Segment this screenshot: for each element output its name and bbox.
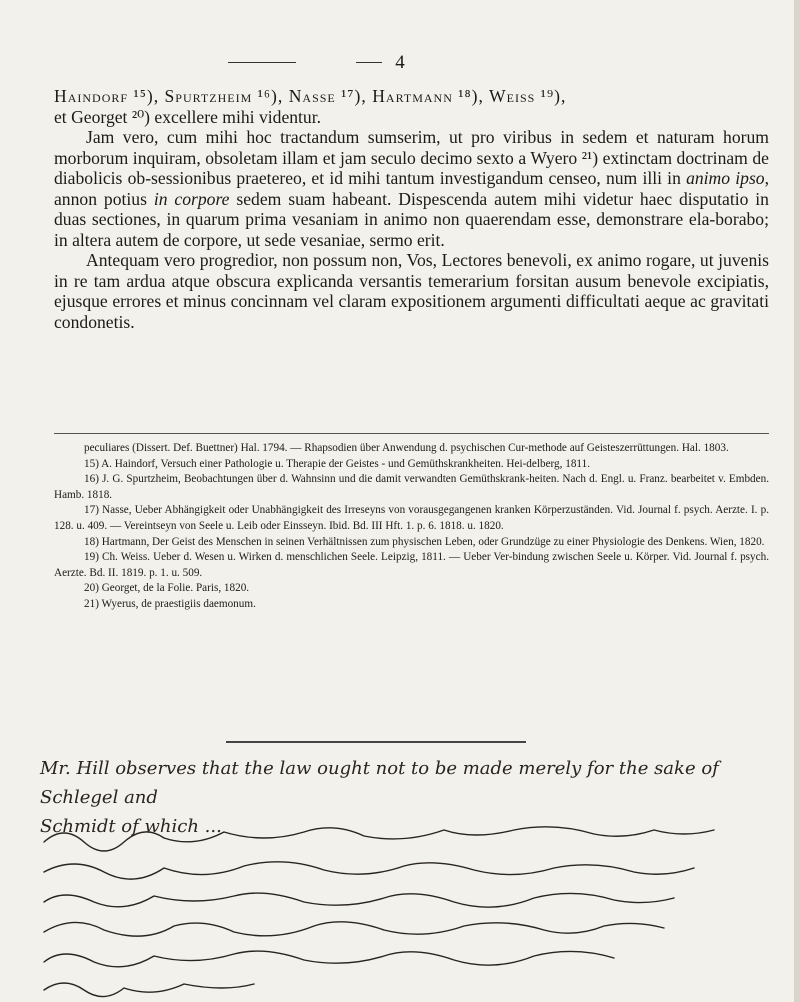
page-edge	[794, 0, 800, 1002]
footnotes	[54, 441, 769, 613]
paragraph-2: Antequam vero progredior, non possum non, Vos, Lectores benevoli, ex animo rogare, ut juvenis in re tam ardua atque obscura explicanda versantis temerarium forsitan ausum benevole excipiatis, ejusque errores et minus concinnam vel claram expositionem argumenti difficultati aeque ac gravitati condonetis.	[54, 250, 769, 332]
footnote-18: 18) Hartmann, Der Geist des Menschen in seinen Verhältnissen zum physischen Leben, oder Grundzüge zu einer Physiologie des Denkens. Wien, 1820.	[84, 535, 765, 548]
main-text	[54, 86, 769, 332]
footnote-14: peculiares (Dissert. Def. Buettner) Hal. 1794. — Rhapsodien über Anwendung d. psychischen Cur-methode auf Geisteszerrüttungen. Hal. 1803.	[84, 442, 729, 454]
footnote-20: 20) Georget, de la Folie. Paris, 1820.	[84, 582, 250, 595]
footnote-21: 21) Wyerus, de praestigiis daemonum.	[84, 597, 256, 610]
paragraph-1: Jam vero, cum mihi hoc tractandum sumserim, ut pro viribus in sedem et naturam horum morborum inquiram, obsoletam illam et jam seculo decimo sexto a Wyero ²¹) extinctam doctrinam de diabolicis ob-sessionibus praetereo, et id mihi tantum investigandum censeo, num illi in animo ipso, annon potius in corpore sedem suam habeant. Dispescenda autem mihi videtur haec disputatio in duas sectiones, in quarum prima vesaniam in animo non quaerendam esse, demonstrare ela-borabo; in altera autem de corpore, ut sede vesaniae, sermo erit.	[54, 127, 769, 250]
footnote-rule	[54, 433, 769, 434]
header-rule-left	[228, 62, 296, 63]
header-rule-right	[356, 62, 382, 63]
footnote-15: 15) A. Haindorf, Versuch einer Pathologie u. Therapie der Geistes - und Gemüthskrankheiten. Hei-delberg, 1811.	[84, 457, 590, 470]
author-list-line: Haindorf ¹⁵), Spurtzheim ¹⁶), Nasse ¹⁷), Hartmann ¹⁸), Weiss ¹⁹),	[54, 86, 567, 106]
footnote-19: 19) Ch. Weiss. Ueber d. Wesen u. Wirken d. menschlichen Seele. Leipzig, 1811. — Ueber Ver-bindung zwischen Seele u. Körper. Vid. Journal f. psych. Aerzte. Bd. II. 1819. p. 1. u. 509.	[54, 551, 769, 579]
handwritten-line-2: Schmidt of which ...	[40, 816, 222, 837]
footnote-16: 16) J. G. Spurtzheim, Beobachtungen über d. Wahnsinn und die damit verwandten Gemüthskrank-heiten. Nach d. Engl. u. Franz. bearbeitet v. Embden. Hamb. 1818.	[54, 473, 769, 501]
page-number: 4	[395, 52, 405, 73]
section-separator	[226, 741, 526, 743]
handwritten-note	[40, 754, 785, 841]
footnote-17: 17) Nasse, Ueber Abhängigkeit oder Unabhängigkeit des Irreseyns von vorausgegangenen kranken Körperzuständen. Vid. Journal f. psych. Aerzte. I. p. 128. u. 409. — Vereintseyn von Seele u. Leib oder Einsseyn. Ibid. Bd. III Hft. 1. p. 6. 1818. u. 1820.	[54, 504, 769, 532]
handwritten-line-1: Mr. Hill observes that the law ought not to be made merely for the sake of Schlegel and	[40, 758, 719, 808]
author-list-line-2: et Georget ²⁰) excellere mihi videntur.	[54, 106, 322, 127]
